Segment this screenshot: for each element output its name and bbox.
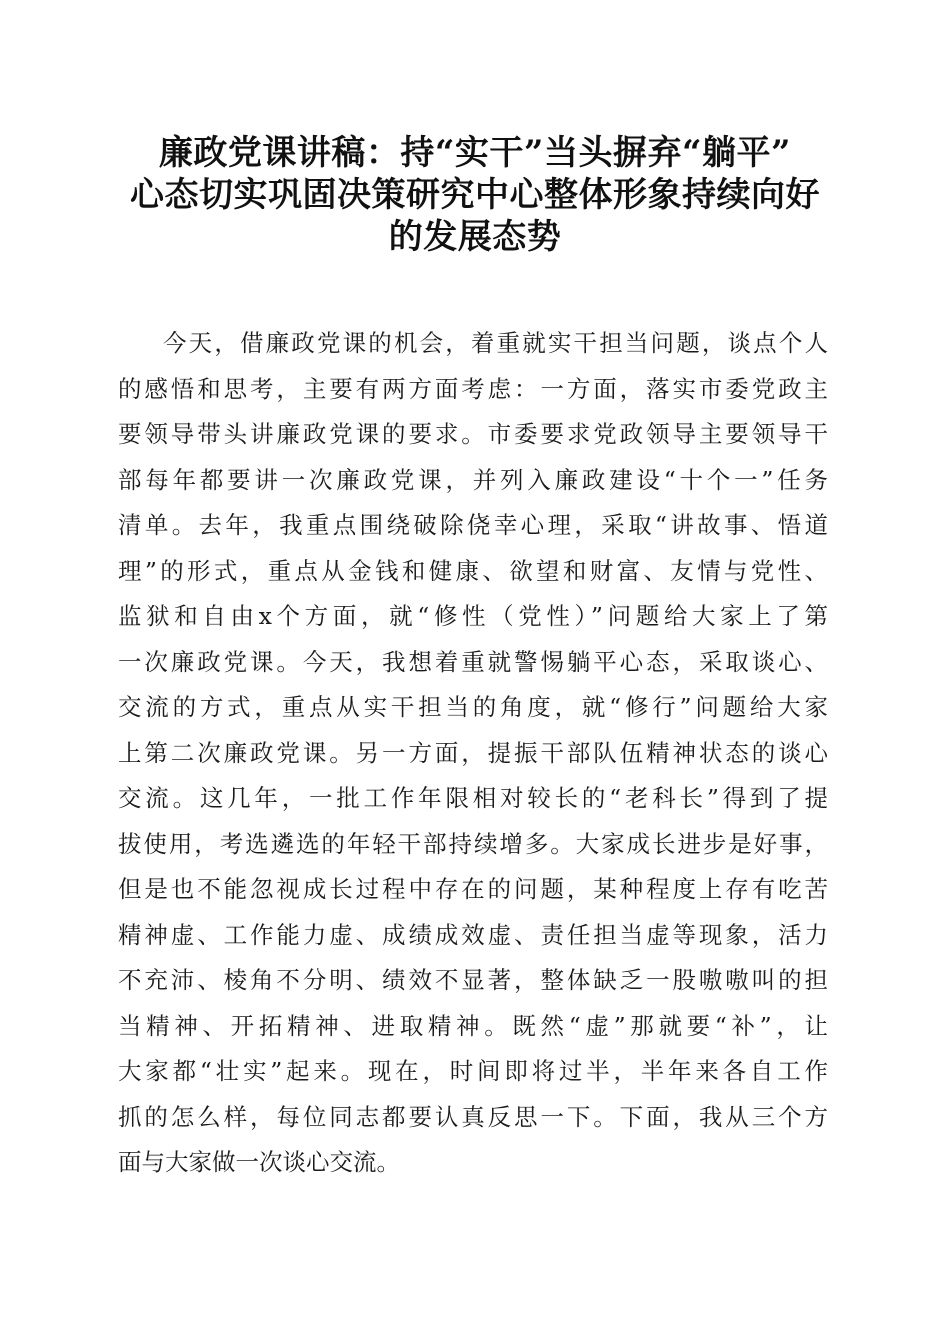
document-title	[100, 132, 850, 258]
paragraph-line: 今天，借廉政党课的机会，着重就实干担当问题，谈点个人	[163, 329, 828, 357]
paragraph-line: 要领导带头讲廉政党课的要求。市委要求党政领导主要领导干	[118, 420, 828, 448]
paragraph-line: 面与大家做一次谈心交流。	[118, 1148, 400, 1176]
paragraph-line: 上第二次廉政党课。另一方面，提振干部队伍精神状态的谈心	[118, 738, 828, 767]
paragraph-line: 理”的形式，重点从金钱和健康、欲望和财富、友情与党性、	[118, 556, 828, 585]
paragraph-line: 精神虚、工作能力虚、成绩成效虚、责任担当虚等现象，活力	[118, 920, 828, 949]
paragraph-line: 当精神、开拓精神、进取精神。既然“虚”那就要“补”，让	[118, 1011, 828, 1040]
paragraph-line: 抓的怎么样，每位同志都要认真反思一下。下面，我从三个方	[118, 1102, 828, 1131]
paragraph-line: 部每年都要讲一次廉政党课，并列入廉政建设“十个一”任务	[118, 465, 828, 494]
title-line: 的发展态势	[388, 217, 562, 257]
paragraph-line: 监狱和自由x个方面，就“修性（党性）”问题给大家上了第	[118, 602, 828, 630]
paragraph-line: 的感悟和思考，主要有两方面考虑：一方面，落实市委党政主	[118, 374, 828, 403]
paragraph-line: 一次廉政党课。今天，我想着重就警惕躺平心态，采取谈心、	[118, 647, 828, 676]
paragraph-line: 拔使用，考选遴选的年轻干部持续增多。大家成长进步是好事，	[118, 829, 828, 858]
paragraph-line: 大家都“壮实”起来。现在，时间即将过半，半年来各自工作	[118, 1057, 828, 1085]
body-paragraph	[118, 321, 828, 1186]
title-line: 廉政党课讲稿：持“实干”当头摒弃“躺平”	[158, 133, 792, 173]
paragraph-line: 不充沛、棱角不分明、绩效不显著，整体缺乏一股嗷嗷叫的担	[118, 966, 828, 994]
title-line: 心态切实巩固决策研究中心整体形象持续向好	[130, 175, 820, 215]
paragraph-line: 交流的方式，重点从实干担当的角度，就“修行”问题给大家	[118, 693, 828, 721]
paragraph-line: 但是也不能忽视成长过程中存在的问题，某种程度上存有吃苦	[118, 875, 828, 903]
paragraph-line: 交流。这几年，一批工作年限相对较长的“老科长”得到了提	[118, 784, 828, 812]
paragraph-line: 清单。去年，我重点围绕破除侥幸心理，采取“讲故事、悟道	[118, 511, 828, 539]
